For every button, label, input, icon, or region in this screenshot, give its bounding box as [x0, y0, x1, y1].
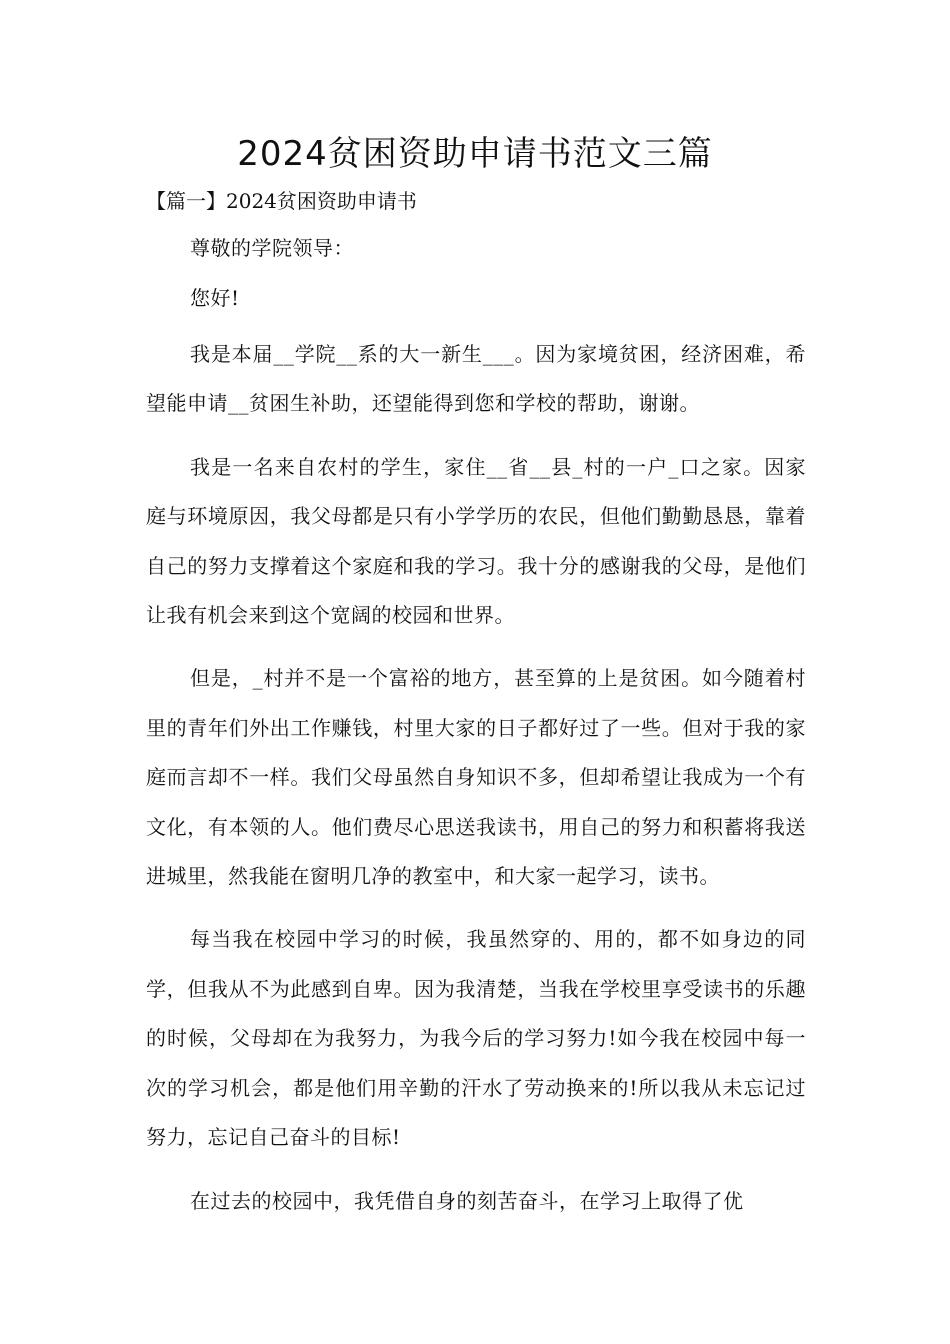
- document-title: 2024贫困资助申请书范文三篇: [237, 134, 713, 174]
- body-paragraph: 我是一名来自农村的学生，家住__省__县_村的一户_口之家。因家庭与环境原因，我父母都是只有小学学历的农民，但他们勤勤恳恳，靠着自己的努力支撑着这个家庭和我的学习。我十分的感谢我的父母，是他们让我有机会来到这个宽阔的校园和世界。: [146, 454, 806, 628]
- body-paragraph: 每当我在校园中学习的时候，我虽然穿的、用的，都不如身边的同学，但我从不为此感到自卑。因为我清楚，当我在学校里享受读书的乐趣的时候，父母却在为我努力，为我今后的学习努力!如今我在校园中每一次的学习机会，都是他们用辛勤的汗水了劳动换来的!所以我从未忘记过努力，忘记自己奋斗的目标!: [146, 927, 806, 1150]
- salutation: 尊敬的学院领导：: [190, 236, 354, 260]
- body-paragraph: 但是，_村并不是一个富裕的地方，甚至算的上是贫困。如今随着村里的青年们外出工作赚钱，村里大家的日子都好过了一些。但对于我的家庭而言却不一样。我们父母虽然自身知识不多，但却希望让我成为一个有文化，有本领的人。他们费尽心思送我读书，用自己的努力和积蓄将我送进城里，然我能在窗明几净的教室中，和大家一起学习，读书。: [146, 666, 806, 889]
- body-paragraph: 在过去的校园中，我凭借自身的刻苦奋斗，在学习上取得了优: [190, 1188, 744, 1213]
- section-heading: 【篇一】2024贫困资助申请书: [146, 189, 417, 213]
- document-body: [146, 230, 806, 1240]
- body-paragraph: 我是本届__学院__系的大一新生___。因为家境贫困，经济困难，希望能申请__贫困生补助，还望能得到您和学校的帮助，谢谢。: [146, 342, 806, 416]
- greeting: 您好!: [190, 286, 240, 310]
